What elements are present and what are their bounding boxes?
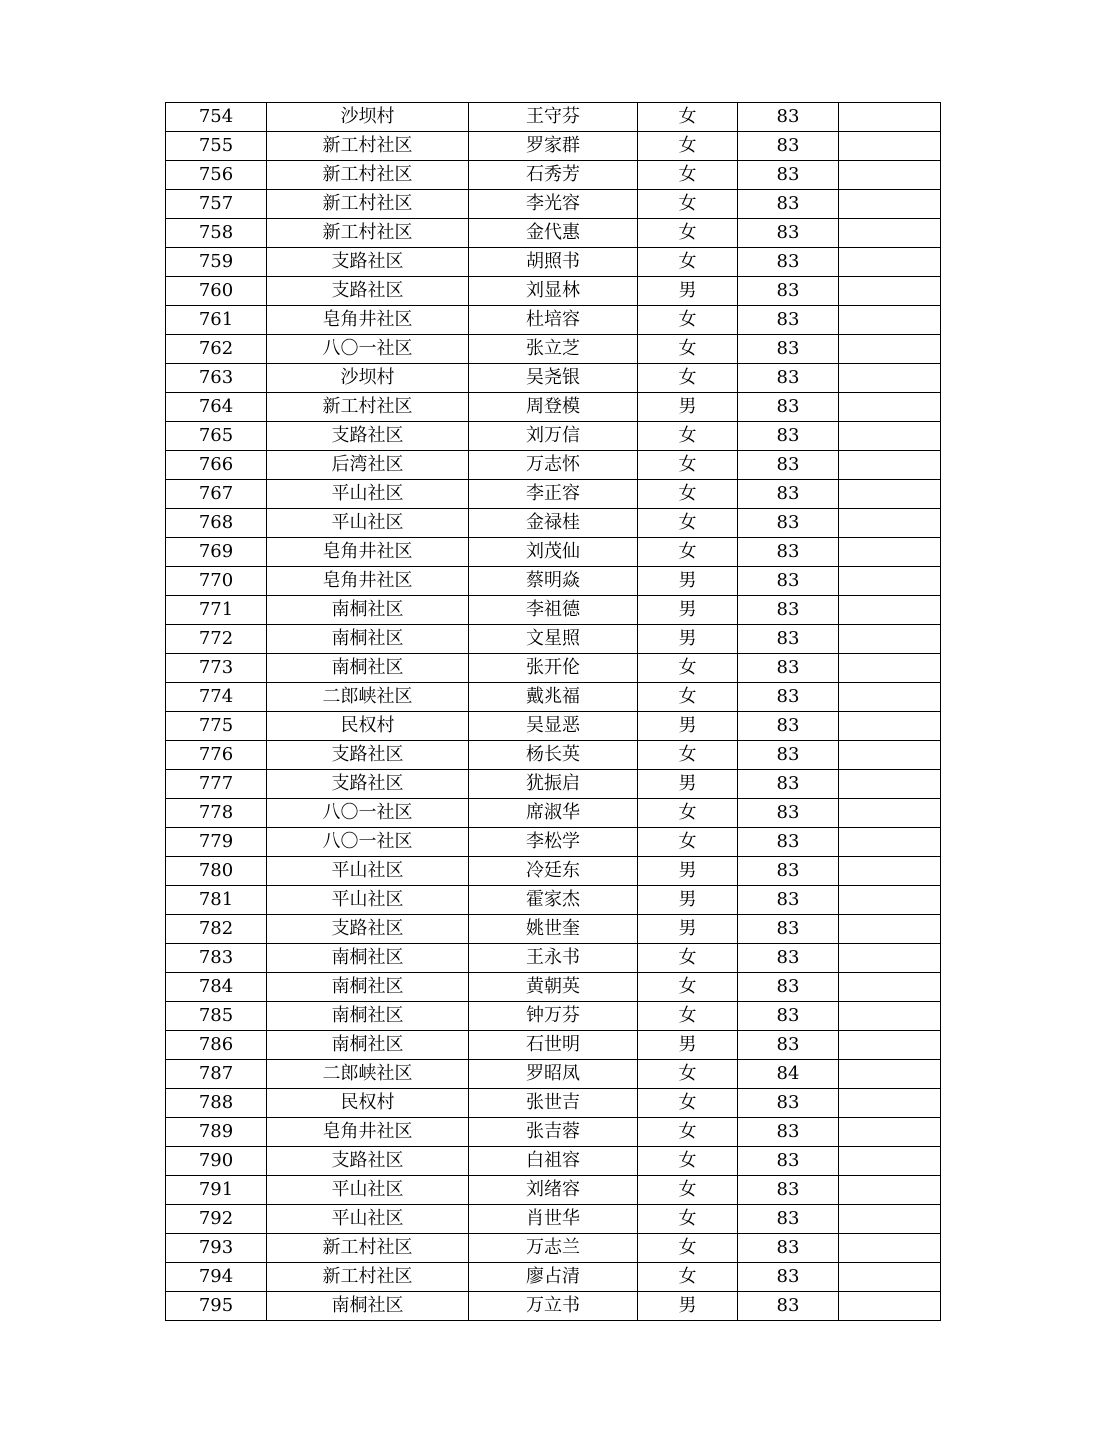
remarks-cell [839,712,941,741]
remarks-cell [839,1002,941,1031]
person-name-cell: 吴显恶 [469,712,638,741]
remarks-cell [839,132,941,161]
age-cell: 83 [738,886,839,915]
remarks-cell [839,915,941,944]
table-row [166,828,941,857]
gender-cell: 女 [638,509,738,538]
age-cell: 83 [738,277,839,306]
gender-cell: 女 [638,1060,738,1089]
community-cell: 新工村社区 [267,219,469,248]
serial-number-cell: 772 [166,625,267,654]
remarks-cell [839,1176,941,1205]
age-cell: 83 [738,567,839,596]
person-name-cell: 张开伦 [469,654,638,683]
remarks-cell [839,190,941,219]
age-cell: 83 [738,335,839,364]
table-row [166,1002,941,1031]
person-name-cell: 张吉蓉 [469,1118,638,1147]
community-cell: 二郎峡社区 [267,1060,469,1089]
serial-number-cell: 770 [166,567,267,596]
serial-number-cell: 771 [166,596,267,625]
remarks-cell [839,973,941,1002]
table-row [166,248,941,277]
community-cell: 南桐社区 [267,1002,469,1031]
community-cell: 南桐社区 [267,596,469,625]
serial-number-cell: 767 [166,480,267,509]
remarks-cell [839,1234,941,1263]
table-row [166,509,941,538]
serial-number-cell: 779 [166,828,267,857]
age-cell: 83 [738,422,839,451]
community-cell: 支路社区 [267,915,469,944]
gender-cell: 女 [638,132,738,161]
community-cell: 南桐社区 [267,944,469,973]
table-row [166,335,941,364]
remarks-cell [839,335,941,364]
person-name-cell: 犹振启 [469,770,638,799]
serial-number-cell: 755 [166,132,267,161]
serial-number-cell: 761 [166,306,267,335]
age-cell: 83 [738,857,839,886]
gender-cell: 女 [638,1147,738,1176]
age-cell: 83 [738,741,839,770]
remarks-cell [839,828,941,857]
serial-number-cell: 790 [166,1147,267,1176]
community-cell: 支路社区 [267,770,469,799]
serial-number-cell: 789 [166,1118,267,1147]
age-cell: 83 [738,596,839,625]
community-cell: 八〇一社区 [267,828,469,857]
gender-cell: 女 [638,480,738,509]
table-row [166,219,941,248]
age-cell: 83 [738,712,839,741]
remarks-cell [839,596,941,625]
serial-number-cell: 781 [166,886,267,915]
remarks-cell [839,770,941,799]
age-cell: 83 [738,451,839,480]
remarks-cell [839,103,941,132]
serial-number-cell: 765 [166,422,267,451]
serial-number-cell: 773 [166,654,267,683]
person-name-cell: 文星照 [469,625,638,654]
community-cell: 平山社区 [267,1176,469,1205]
community-cell: 皂角井社区 [267,538,469,567]
gender-cell: 女 [638,219,738,248]
gender-cell: 女 [638,103,738,132]
community-cell: 南桐社区 [267,1292,469,1321]
remarks-cell [839,886,941,915]
gender-cell: 女 [638,1176,738,1205]
community-cell: 民权村 [267,1089,469,1118]
table-row [166,1118,941,1147]
person-name-cell: 胡照书 [469,248,638,277]
person-name-cell: 刘绪容 [469,1176,638,1205]
serial-number-cell: 782 [166,915,267,944]
person-name-cell: 姚世奎 [469,915,638,944]
table-row [166,799,941,828]
remarks-cell [839,1263,941,1292]
gender-cell: 女 [638,335,738,364]
age-cell: 83 [738,828,839,857]
table-row [166,741,941,770]
gender-cell: 男 [638,567,738,596]
remarks-cell [839,1089,941,1118]
age-cell: 83 [738,1089,839,1118]
table-row [166,1147,941,1176]
person-name-cell: 肖世华 [469,1205,638,1234]
age-cell: 83 [738,1147,839,1176]
age-cell: 83 [738,132,839,161]
community-cell: 新工村社区 [267,1263,469,1292]
serial-number-cell: 756 [166,161,267,190]
age-cell: 83 [738,1234,839,1263]
table-row [166,857,941,886]
gender-cell: 女 [638,248,738,277]
remarks-cell [839,654,941,683]
serial-number-cell: 760 [166,277,267,306]
community-cell: 支路社区 [267,1147,469,1176]
person-name-cell: 万志怀 [469,451,638,480]
gender-cell: 男 [638,1292,738,1321]
table-row [166,161,941,190]
serial-number-cell: 786 [166,1031,267,1060]
serial-number-cell: 792 [166,1205,267,1234]
person-name-cell: 张世吉 [469,1089,638,1118]
age-cell: 83 [738,1205,839,1234]
remarks-cell [839,1205,941,1234]
serial-number-cell: 780 [166,857,267,886]
age-cell: 83 [738,770,839,799]
person-name-cell: 蔡明焱 [469,567,638,596]
age-cell: 83 [738,161,839,190]
gender-cell: 女 [638,306,738,335]
age-cell: 83 [738,219,839,248]
age-cell: 83 [738,1292,839,1321]
gender-cell: 女 [638,161,738,190]
age-cell: 83 [738,1002,839,1031]
remarks-cell [839,538,941,567]
person-name-cell: 罗家群 [469,132,638,161]
remarks-cell [839,248,941,277]
serial-number-cell: 762 [166,335,267,364]
table-row [166,422,941,451]
community-cell: 南桐社区 [267,973,469,1002]
remarks-cell [839,1147,941,1176]
table-row [166,1060,941,1089]
gender-cell: 女 [638,741,738,770]
person-name-cell: 席淑华 [469,799,638,828]
community-cell: 皂角井社区 [267,567,469,596]
person-name-cell: 李松学 [469,828,638,857]
age-cell: 83 [738,1118,839,1147]
table-row [166,886,941,915]
table-row [166,770,941,799]
table-row [166,973,941,1002]
gender-cell: 男 [638,886,738,915]
gender-cell: 女 [638,1118,738,1147]
table-row [166,1263,941,1292]
serial-number-cell: 783 [166,944,267,973]
community-cell: 民权村 [267,712,469,741]
remarks-cell [839,683,941,712]
remarks-cell [839,219,941,248]
table-row [166,1031,941,1060]
remarks-cell [839,1118,941,1147]
table-row [166,1292,941,1321]
age-cell: 83 [738,364,839,393]
table-row [166,306,941,335]
age-cell: 83 [738,509,839,538]
person-name-cell: 白祖容 [469,1147,638,1176]
age-cell: 83 [738,1263,839,1292]
community-cell: 平山社区 [267,1205,469,1234]
gender-cell: 男 [638,625,738,654]
remarks-cell [839,1060,941,1089]
community-cell: 后湾社区 [267,451,469,480]
remarks-cell [839,567,941,596]
community-cell: 南桐社区 [267,654,469,683]
serial-number-cell: 757 [166,190,267,219]
person-name-cell: 石秀芳 [469,161,638,190]
gender-cell: 女 [638,422,738,451]
table-row [166,538,941,567]
community-cell: 支路社区 [267,741,469,770]
serial-number-cell: 774 [166,683,267,712]
person-name-cell: 金禄桂 [469,509,638,538]
age-cell: 83 [738,1176,839,1205]
serial-number-cell: 775 [166,712,267,741]
table-row [166,1205,941,1234]
remarks-cell [839,1031,941,1060]
community-cell: 平山社区 [267,857,469,886]
gender-cell: 女 [638,538,738,567]
serial-number-cell: 787 [166,1060,267,1089]
community-cell: 平山社区 [267,480,469,509]
serial-number-cell: 764 [166,393,267,422]
age-cell: 84 [738,1060,839,1089]
person-name-cell: 万志兰 [469,1234,638,1263]
table-row [166,654,941,683]
gender-cell: 男 [638,277,738,306]
serial-number-cell: 768 [166,509,267,538]
age-cell: 83 [738,480,839,509]
community-cell: 八〇一社区 [267,335,469,364]
person-name-cell: 金代惠 [469,219,638,248]
person-name-cell: 钟万芬 [469,1002,638,1031]
person-name-cell: 王守芬 [469,103,638,132]
person-name-cell: 李正容 [469,480,638,509]
community-cell: 新工村社区 [267,1234,469,1263]
gender-cell: 女 [638,683,738,712]
serial-number-cell: 776 [166,741,267,770]
community-cell: 支路社区 [267,277,469,306]
age-cell: 83 [738,190,839,219]
remarks-cell [839,480,941,509]
gender-cell: 女 [638,654,738,683]
table-row [166,393,941,422]
remarks-cell [839,741,941,770]
community-cell: 沙坝村 [267,103,469,132]
age-cell: 83 [738,1031,839,1060]
remarks-cell [839,857,941,886]
person-name-cell: 罗昭凤 [469,1060,638,1089]
serial-number-cell: 758 [166,219,267,248]
community-cell: 新工村社区 [267,132,469,161]
serial-number-cell: 788 [166,1089,267,1118]
community-cell: 二郎峡社区 [267,683,469,712]
gender-cell: 女 [638,451,738,480]
remarks-cell [839,509,941,538]
person-name-cell: 刘显林 [469,277,638,306]
table-row [166,103,941,132]
gender-cell: 男 [638,915,738,944]
remarks-cell [839,1292,941,1321]
roster-table [165,102,941,1321]
remarks-cell [839,306,941,335]
person-name-cell: 霍家杰 [469,886,638,915]
person-name-cell: 刘万信 [469,422,638,451]
community-cell: 平山社区 [267,886,469,915]
gender-cell: 女 [638,1205,738,1234]
gender-cell: 男 [638,393,738,422]
gender-cell: 男 [638,596,738,625]
age-cell: 83 [738,654,839,683]
remarks-cell [839,364,941,393]
table-row [166,683,941,712]
table-row [166,190,941,219]
person-name-cell: 黄朝英 [469,973,638,1002]
person-name-cell: 万立书 [469,1292,638,1321]
serial-number-cell: 759 [166,248,267,277]
serial-number-cell: 763 [166,364,267,393]
person-name-cell: 李光容 [469,190,638,219]
table-row [166,944,941,973]
serial-number-cell: 791 [166,1176,267,1205]
person-name-cell: 刘茂仙 [469,538,638,567]
age-cell: 83 [738,625,839,654]
serial-number-cell: 766 [166,451,267,480]
age-cell: 83 [738,306,839,335]
table-row [166,712,941,741]
serial-number-cell: 793 [166,1234,267,1263]
community-cell: 新工村社区 [267,161,469,190]
gender-cell: 男 [638,712,738,741]
remarks-cell [839,944,941,973]
age-cell: 83 [738,799,839,828]
community-cell: 南桐社区 [267,625,469,654]
gender-cell: 女 [638,1234,738,1263]
gender-cell: 女 [638,190,738,219]
remarks-cell [839,277,941,306]
roster-table-body [166,103,941,1321]
person-name-cell: 杨长英 [469,741,638,770]
table-row [166,567,941,596]
person-name-cell: 廖占清 [469,1263,638,1292]
age-cell: 83 [738,103,839,132]
table-row [166,625,941,654]
serial-number-cell: 754 [166,103,267,132]
table-row [166,451,941,480]
community-cell: 新工村社区 [267,190,469,219]
gender-cell: 男 [638,770,738,799]
person-name-cell: 张立芝 [469,335,638,364]
table-row [166,1089,941,1118]
person-name-cell: 吴尧银 [469,364,638,393]
gender-cell: 女 [638,828,738,857]
table-row [166,364,941,393]
community-cell: 八〇一社区 [267,799,469,828]
gender-cell: 女 [638,1263,738,1292]
serial-number-cell: 784 [166,973,267,1002]
age-cell: 83 [738,973,839,1002]
gender-cell: 女 [638,1089,738,1118]
table-row [166,277,941,306]
gender-cell: 女 [638,799,738,828]
gender-cell: 女 [638,944,738,973]
person-name-cell: 王永书 [469,944,638,973]
person-name-cell: 戴兆福 [469,683,638,712]
serial-number-cell: 794 [166,1263,267,1292]
serial-number-cell: 795 [166,1292,267,1321]
community-cell: 南桐社区 [267,1031,469,1060]
serial-number-cell: 777 [166,770,267,799]
community-cell: 皂角井社区 [267,306,469,335]
table-row [166,1234,941,1263]
table-row [166,480,941,509]
gender-cell: 男 [638,857,738,886]
age-cell: 83 [738,683,839,712]
serial-number-cell: 769 [166,538,267,567]
age-cell: 83 [738,944,839,973]
remarks-cell [839,393,941,422]
person-name-cell: 李祖德 [469,596,638,625]
community-cell: 平山社区 [267,509,469,538]
remarks-cell [839,422,941,451]
remarks-cell [839,625,941,654]
age-cell: 83 [738,915,839,944]
remarks-cell [839,451,941,480]
serial-number-cell: 785 [166,1002,267,1031]
age-cell: 83 [738,248,839,277]
community-cell: 支路社区 [267,248,469,277]
remarks-cell [839,161,941,190]
person-name-cell: 石世明 [469,1031,638,1060]
person-name-cell: 杜培容 [469,306,638,335]
gender-cell: 男 [638,1031,738,1060]
table-row [166,132,941,161]
age-cell: 83 [738,538,839,567]
community-cell: 沙坝村 [267,364,469,393]
table-row [166,596,941,625]
gender-cell: 女 [638,364,738,393]
age-cell: 83 [738,393,839,422]
person-name-cell: 周登模 [469,393,638,422]
community-cell: 新工村社区 [267,393,469,422]
community-cell: 支路社区 [267,422,469,451]
remarks-cell [839,799,941,828]
gender-cell: 女 [638,973,738,1002]
serial-number-cell: 778 [166,799,267,828]
community-cell: 皂角井社区 [267,1118,469,1147]
person-name-cell: 冷廷东 [469,857,638,886]
table-row [166,915,941,944]
table-row [166,1176,941,1205]
gender-cell: 女 [638,1002,738,1031]
